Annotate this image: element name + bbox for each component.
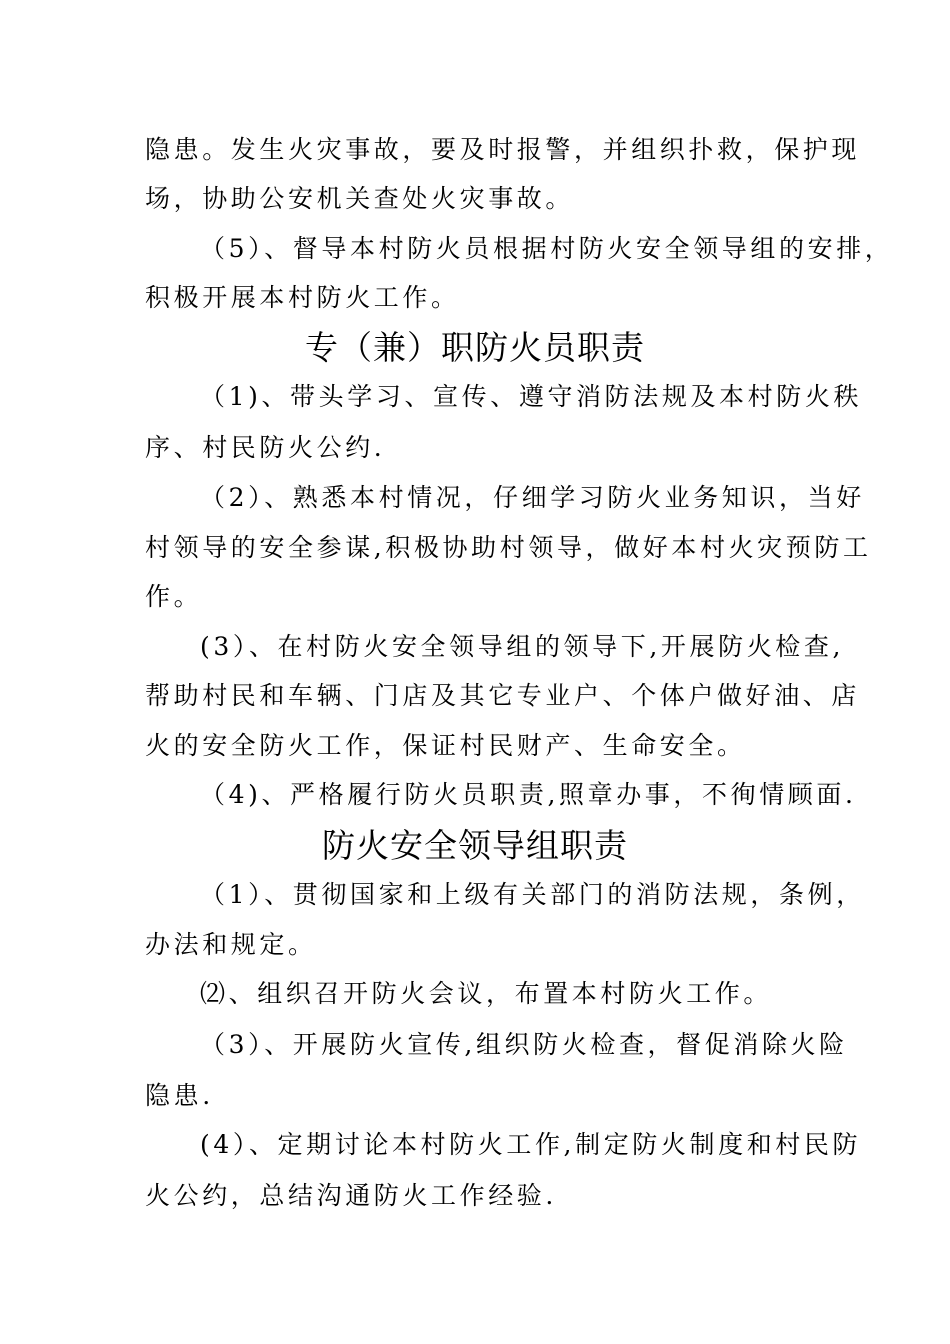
paragraph-line: （2）、熟悉本村情况，仔细学习防火业务知识，当好 bbox=[200, 483, 865, 512]
paragraph-line: （5）、督导本村防火员根据村防火安全领导组的安排， bbox=[200, 234, 894, 263]
paragraph-line: 帮助村民和车辆、门店及其它专业户、个体户做好油、店 bbox=[145, 681, 861, 710]
paragraph-line: 办法和规定。 bbox=[145, 930, 317, 959]
paragraph-line: （3）、开展防火宣传,组织防火检查，督促消除火险 bbox=[200, 1030, 848, 1059]
section-heading-firefighter-duties: 专（兼）职防火员职责 bbox=[305, 328, 645, 367]
paragraph-line: 隐患。发生火灾事故，要及时报警，并组织扑救，保护现 bbox=[145, 135, 861, 164]
paragraph-line: 火的安全防火工作，保证村民财产、生命安全。 bbox=[145, 731, 746, 760]
paragraph-line: 序、村民防火公约. bbox=[145, 433, 386, 462]
paragraph-line: （1)、带头学习、宣传、遵守消防法规及本村防火秩 bbox=[200, 382, 863, 411]
paragraph-line: 场，协助公安机关查处火灾事故。 bbox=[145, 184, 575, 213]
paragraph-line: 村领导的安全参谋,积极协助村领导，做好本村火灾预防工 bbox=[145, 533, 872, 562]
paragraph-line: 积极开展本村防火工作。 bbox=[145, 283, 460, 312]
paragraph-line: (4）、定期讨论本村防火工作,制定防火制度和村民防 bbox=[200, 1130, 862, 1159]
paragraph-line: （1）、贯彻国家和上级有关部门的消防法规，条例， bbox=[200, 880, 865, 909]
section-heading-leadership-group-duties: 防火安全领导组职责 bbox=[322, 826, 628, 865]
paragraph-line: 作。 bbox=[145, 582, 203, 611]
paragraph-line: 隐患. bbox=[145, 1081, 214, 1110]
paragraph-line: （4)、严格履行防火员职责,照章办事，不徇情顾面. bbox=[200, 780, 857, 809]
paragraph-line: (3）、在村防火安全领导组的领导下,开展防火检查, bbox=[200, 632, 845, 661]
paragraph-line: 火公约，总结沟通防火工作经验. bbox=[145, 1181, 557, 1210]
paragraph-line: ⑵、组织召开防火会议，布置本村防火工作。 bbox=[200, 979, 773, 1008]
